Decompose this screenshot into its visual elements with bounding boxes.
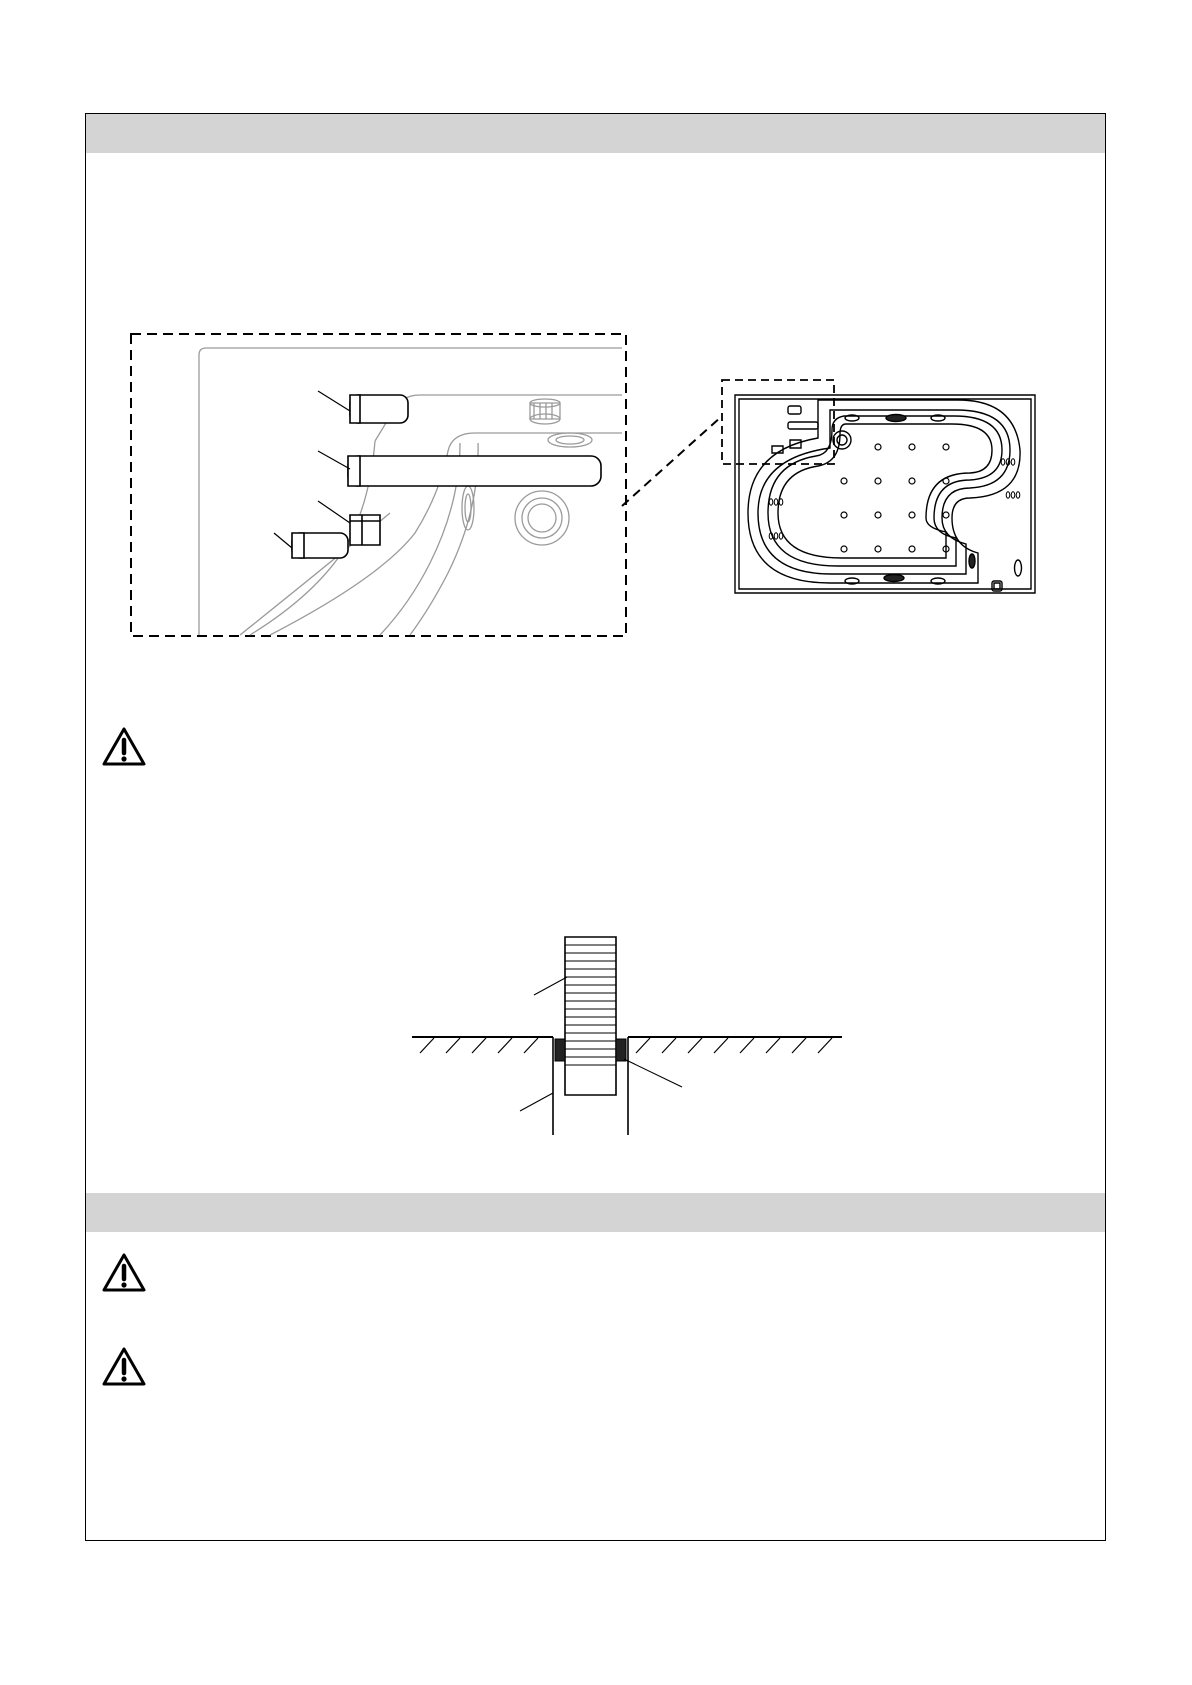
section-header-band-top bbox=[86, 114, 1105, 153]
pipe-through-floor-section bbox=[410, 935, 850, 1140]
bathtub-top-view bbox=[720, 378, 1060, 608]
detail-connector-line bbox=[620, 410, 730, 510]
section-header-band-mid bbox=[86, 1193, 1105, 1232]
page-frame bbox=[85, 113, 1106, 1541]
control-panel-detail-view bbox=[130, 333, 630, 638]
warning-triangle-icon bbox=[101, 726, 147, 768]
warning-triangle-icon bbox=[101, 1346, 147, 1388]
warning-triangle-icon bbox=[101, 1252, 147, 1294]
